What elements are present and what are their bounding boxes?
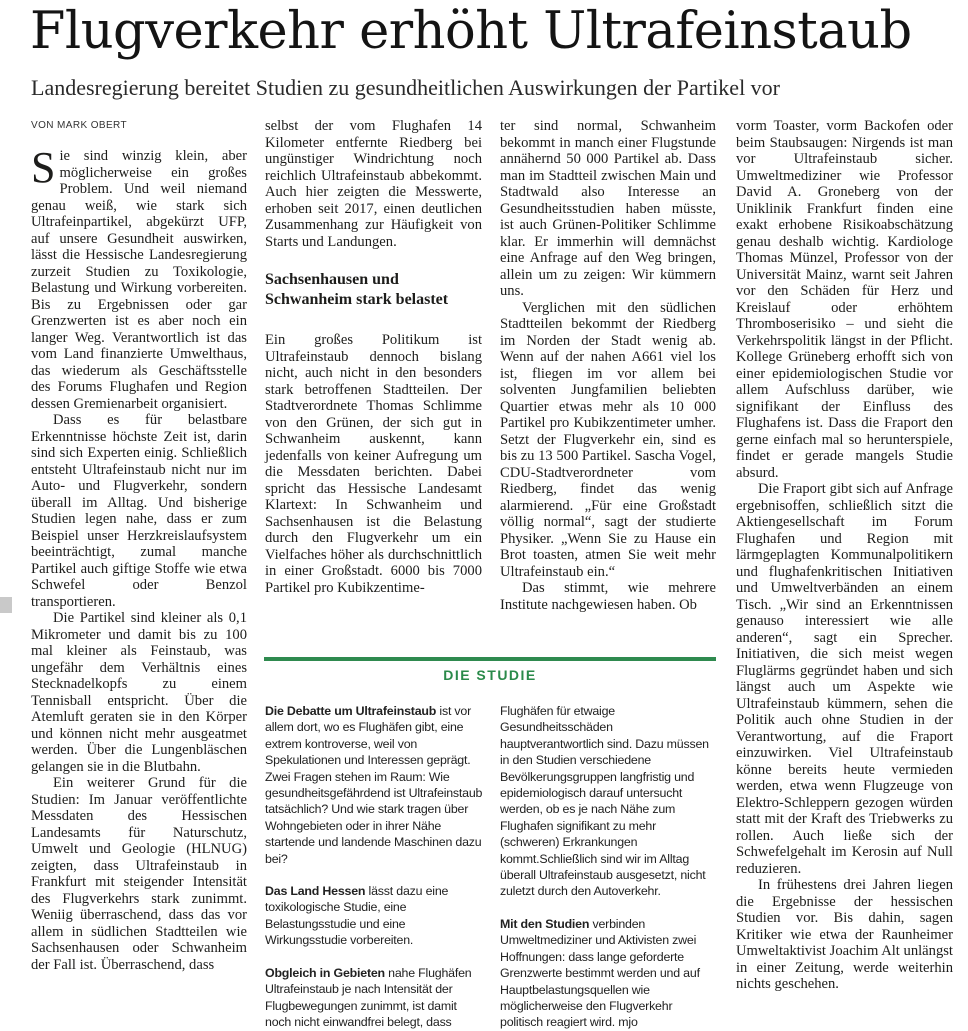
article-subheadline: Landesregierung bereitet Studien zu gesundheitlichen Auswirkungen der Partikel vor [31,75,781,100]
paragraph: vorm Toaster, vorm Backofen oder beim Staubsaugen: Nirgends ist man vor Ultrafeinstaub sicher. Umweltmediziner wie Professor David A. Groneberg von der Uniklinik Frankfurt finden eine exakt erhobene Risikoabschätzung genau deshalb wichtig. Kardiologe Thomas Münzel, Professor von der Universität Mainz, warnt seit Jahren vor den Schäden für Herz und Kreislauf oder erhöhtem Thromboserisiko – und sieht die Verkehrspolitik längst in der Pflicht. Kollege Grüneberg erhofft sich von einer epidemiologischen Studie vor allem Aufschluss darüber, wie signifikant der Einfluss des Flughafens ist. Dass die Fraport den gerne einfach mal so herunterspiele, findet er gerade mangels Studie absurd. [736,118,953,481]
paragraph: Dass es für belastbare Erkenntnisse höchste Zeit ist, darin sind sich Experten einig. Schließlich entsteht Ultrafeinstaub nicht nur im Auto- und Flugverkehr, sondern überall im Alltag. Und bisherige Studien legen nahe, dass er zum Beispiel unser Herzkreislaufsystem beeinträchtigt, zumal manche Partikel auch giftige Stoffe wie etwa Schwefel oder Benzol transportieren. [31,412,247,610]
article-column-4 [736,118,953,1012]
section-subheading: Sachsenhausen und Schwanheim stark belastet [265,271,449,308]
byline: VON MARK OBERT [31,120,127,131]
infobox-paragraph: Die Debatte um Ultrafeinstaub ist vor allem dort, wo es Flughäfen gibt, eine extrem kontroverse, weil von Spekulationen und Interessen geprägt. Zwei Fragen stehen im Raum: Wie gesundheitsgefährdend ist Ultrafeinstaub tatsächlich? Und wie stark tragen über Wohngebieten oder in ihrer Nähe startende und landende Maschinen dazu bei? [265,704,483,866]
article-headline: Flugverkehr erhöht Ultrafeinstaub [30,2,912,61]
infobox-title: DIE STUDIE [443,667,537,683]
infobox-paragraph: Mit den Studien verbinden Umweltmediziner und Aktivisten zwei Hoffnungen: dass lange geforderte Grenzwerte bestimmt werden und auf Hauptbelastungsquellen wie möglicherweise den Flugverkehr politisch reagiert wird. mjo [500,916,700,1030]
infobox-paragraph: Obgleich in Gebieten nahe Flughäfen Ultrafeinstaub je nach Intensität der Flugbewegungen zunimmt, ist damit noch nicht einwandfrei belegt, dass [265,965,472,1029]
paragraph: Verglichen mit den südlichen Stadtteilen bekommt der Riedberg im Norden der Stadt wenig ab. Wenn auf der nahen A661 viel los ist, fliegen im vor allem bei solventen Jungfamilien beliebten Quartier etwas mehr als 10 000 Partikel pro Kubikzentimeter umher. Setzt der Flugverkehr ein, sind es bis zu 13 500 Partikel. Sascha Vogel, CDU-Stadtverordneter vom Riedberg, findet das wenig alarmierend. „Für eine Großstadt völlig normal“, sagt der studierte Physiker. „Wenn Sie zu Hause ein Brot toasten, atmen Sie weit mehr Ultrafeinstaub ein.“ [500,299,716,580]
paragraph: Ein großes Politikum ist Ultrafeinstaub dennoch bislang nicht, auch nicht in den besonders stark betroffenen Stadtteilen. Der Stadtverordnete Thomas Schlimme von den Grünen, der sich gut in Schwanheim auskennt, kann jedenfalls von keiner Aufregung um die Messdaten berichten. Dabei spricht das Hessische Landesamt Klartext: In Schwanheim und Sachsenhausen ist die Belastung durch den Flugverkehr um ein Vielfaches höher als durchschnittlich in einer Großstadt. 6000 bis 7000 Partikel pro Kubikzentime- [265,332,482,596]
infobox-paragraph: Flughäfen für etwaige Gesundheitsschäden hauptverantwortlich sind. Dazu müssen in den Studien verschiedene Bevölkerungsgruppen langfristig und epidemiologisch darauf untersucht werden, ob es je nach Nähe zum Flughafen signifikant zu mehr (schweren) Erkrankungen kommt.Schließlich sind wir im Alltag überall Ultrafeinstaub ausgesetzt, nicht zuletzt durch den Autoverkehr. [500,704,709,899]
article-column-2 [265,118,482,650]
article-column-3 [500,118,716,650]
infobox-rule [264,657,716,661]
paragraph: Die Partikel sind kleiner als 0,1 Mikrometer und damit bis zu 100 mal kleiner als Feinstaub, was ungefähr dem Verhältnis eines Stecknadelkopfs zu einem Tennisball entspricht. Über die Atemluft geraten sie in den Körper und können nicht mehr ausgeatmet werden. Über die Lungenbläschen gelangen sie in die Blutbahn. [31,610,247,775]
page-edge-marker [0,597,12,613]
paragraph: In frühestens drei Jahren liegen die Ergebnisse der hessischen Studien vor. Bis dahin, sagen Kritiker wie etwa der Raunheimer Umweltaktivist Joachim Alt unlängst in einer Zeitung, werde weiterhin nichts geschehen. [736,877,953,992]
drop-cap: S [31,143,56,192]
paragraph: Das stimmt, wie mehrere Institute nachgewiesen haben. Ob [500,580,716,613]
paragraph: ter sind normal, Schwanheim bekommt in manch einer Flugstunde annähernd 50 000 Partikel ab. Dass man im Stadtteil zwischen Main und Stadtwald also Interesse an Gesundheitsstudien haben müsste, ist auch Grünen-Politiker Schlimme klar. Er immerhin will demnächst eine Anfrage auf den Weg bringen, allein um zu zeigen: Wir kümmern uns. [500,118,716,299]
paragraph: selbst der vom Flughafen 14 Kilometer entfernte Riedberg bei ungünstiger Windrichtung noch reichlich Ultrafeinstaub abbekommt. Auch hier zeigten die Messwerte, erhoben seit 2017, einen deutlichen Zusammenhang zur Häufigkeit von Starts und Landungen. [265,118,482,250]
paragraph: Ein weiterer Grund für die Studien: Im Januar veröffentlichte Messdaten des Hessischen Landesamts für Naturschutz, Umwelt und Geologie (HLNUG) zeigten, dass Ultrafeinstaub in Frankfurt mit steigender Intensität des Flugverkehrs stark zunimmt. Weniig überraschend, dass das vor allem in südlichen Stadtteilen wie Sachsenhausen oder Schwanheim der Fall ist. Überraschend, dass [31,775,247,973]
infobox-column-right [500,703,718,1030]
paragraph: Sie sind winzig klein, aber möglicherweise ein großes Problem. Und weil niemand genau weiß, wie stark sich Ultrafeinpartikel, abgekürzt UFP, auf unsere Gesundheit auswirken, lässt die Hessische Landesregierung zurzeit Studien zu Toxikologie, Belastung und Wirkung vorbereiten. Bis zu Ergebnissen oder gar Grenzwerten ist es aber noch ein langer Weg. Verantwortlich ist das vom Land finanzierte Umwelthaus, das wiederum als Geschäftsstelle des Forums Flughafen und Region dessen Gremienarbeit organisiert. [31,143,247,412]
paragraph: Die Fraport gibt sich auf Anfrage ergebnisoffen, schließlich sitzt die Aktiengesellschaft im Forum Flughafen und Region mit lärmgeplagten Kommunalpolitikern und flughafenkritischen Initiativen und Umweltverbänden an einem Tisch. „Wir sind an Erkenntnissen genauso interessiert wie alle anderen“, sagt ein Sprecher. Initiativen, die sich meist wegen Fluglärms gegründet haben und sich längst auch um Aspekte wie Ultrafeinstaub kümmern, sehen die Politik auch ohne Studien in der Verantwortung, auf die Fraport einzuwirken. Viel Ultrafeinstaub könne bereits heute vermieden werden, etwa wenn Flugzeuge von Elektro-Schleppern gezogen würden statt mit der Kraft des Triebwerks zu rollen. Auch ließe sich der Schwefelgehalt im Kerosin auf Null reduzieren. [736,481,953,877]
infobox-paragraph: Das Land Hessen lässt dazu eine toxikologische Studie, eine Belastungsstudie und eine Wirkungsstudie vorbereiten. [265,884,449,948]
infobox-column-left [265,703,485,1029]
article-column-1 [31,143,247,1010]
